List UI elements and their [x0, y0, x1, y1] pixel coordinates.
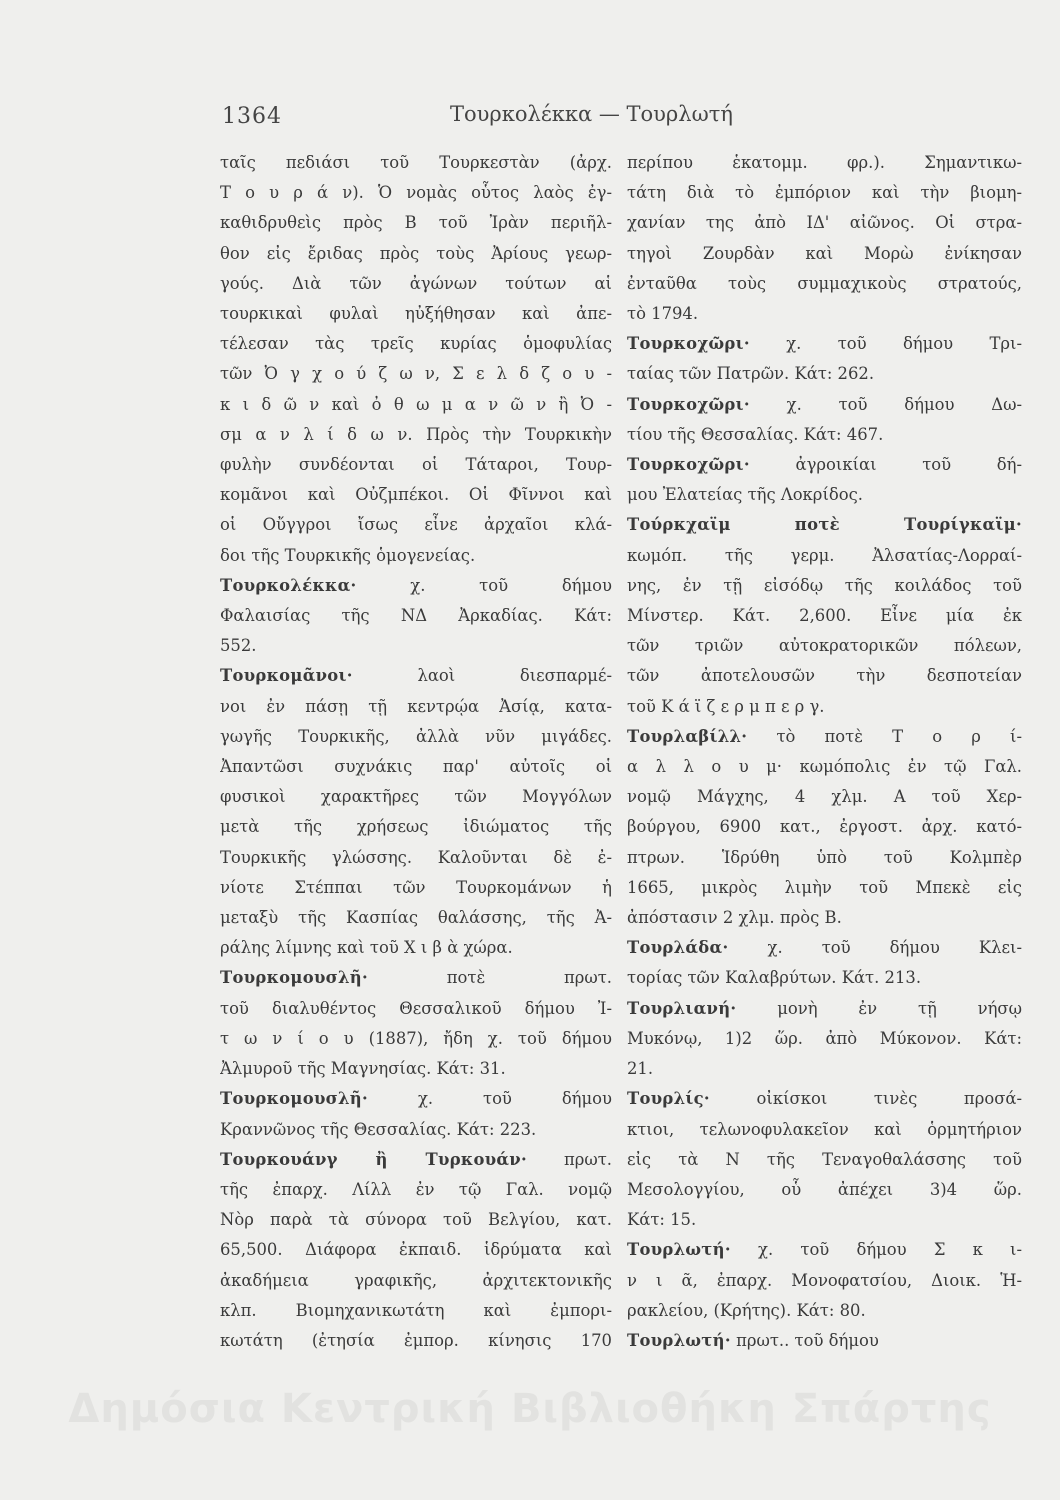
text-line: φυσικοὶ χαρακτῆρες τῶν Μογγόλων: [220, 787, 612, 807]
text-line: Ἀλμυροῦ τῆς Μαγνησίας. Κάτ: 31.: [220, 1059, 506, 1079]
text-line: τάτη διὰ τὸ ἐμπόριον καὶ τὴν βιομη-: [627, 183, 1022, 203]
text-line: τορίας τῶν Καλαβρύτων. Κάτ. 213.: [627, 968, 922, 988]
entry-line: Τουρλωτή· πρωτ.. τοῦ δήμου: [627, 1330, 879, 1350]
headword: Τουρκομᾶνοι·: [220, 666, 353, 686]
left-column: [220, 148, 612, 1356]
headword: Τουρλιανή·: [627, 998, 737, 1018]
entry-line: Τουρκομουσλῆ· ποτὲ πρωτ.: [220, 968, 612, 988]
text-line: τέλεσαν τὰς τρεῖς κυρίας ὁμοφυλίας: [220, 334, 612, 354]
headword: Τουρκομουσλῆ·: [220, 968, 369, 988]
headword: Τουρλάδα·: [627, 938, 729, 958]
entry-line: Τουρκοχῶρι· χ. τοῦ δήμου Τρι-: [627, 334, 1022, 354]
text-line: 21.: [627, 1059, 654, 1079]
text-line: 1665, μικρὸς λιμὴν τοῦ Μπεκὲ εἰς: [627, 877, 1022, 897]
headword: Τουρκοχῶρι·: [627, 455, 750, 475]
entry-line: Τουρκουάνγ ἢ Τυρκουάν· πρωτ.: [220, 1149, 612, 1169]
text-line: α λ λ ο υ μ· κωμόπολις ἐν τῷ Γαλ.: [627, 757, 1022, 777]
entry-line: [627, 510, 1022, 540]
entry-line: Τουρκοχῶρι· ἀγροικίαι τοῦ δή-: [627, 455, 1022, 475]
text-line: τῶν τριῶν αὐτοκρατορικῶν πόλεων,: [627, 636, 1022, 656]
entry-line: Τουρκοχῶρι· χ. τοῦ δήμου Δω-: [627, 394, 1022, 414]
text-line: θον εἰς ἔριδας πρὸς τοὺς Ἀρίους γεωρ-: [220, 243, 612, 263]
text-line: νης, ἐν τῇ εἰσόδῳ τῆς κοιλάδος τοῦ: [627, 575, 1022, 595]
text-line: δοι τῆς Τουρκικῆς ὁμογενείας.: [220, 545, 476, 565]
text-line: τῆς ἐπαρχ. Λίλλ ἐν τῷ Γαλ. νομῷ: [220, 1179, 612, 1199]
text-line: τῶν ἀποτελουσῶν τὴν δεσποτείαν: [627, 666, 1022, 686]
text-line: κλπ. Βιομηχανικωτάτη καὶ ἐμπορι-: [220, 1300, 612, 1320]
text-line: τηγοὶ Ζουρδὰν καὶ Μορὼ ἐνίκησαν: [627, 243, 1022, 263]
library-watermark: Δημόσια Κεντρική Βιβλιοθήκη Σπάρτης: [68, 1386, 992, 1432]
text-line: ταίας τῶν Πατρῶν. Κάτ: 262.: [627, 364, 875, 384]
entry-line: Τουρκολέκκα· χ. τοῦ δήμου: [220, 575, 612, 595]
headword: Τουρκοχῶρι·: [627, 394, 750, 414]
text-line: ταῖς πεδιάσι τοῦ Τουρκεστὰν (ἀρχ.: [220, 153, 612, 172]
entry-line: Τουρλαβίλλ· τὸ ποτὲ Τ ο ρ ί-: [627, 726, 1022, 746]
text-line: 65,500. Διάφορα ἐκπαιδ. ἱδρύματα καὶ: [220, 1240, 612, 1260]
text-line: Νὸρ παρὰ τὰ σύνορα τοῦ Βελγίου, κατ.: [220, 1210, 612, 1230]
text-line: σμ α ν λ ί δ ω ν. Πρὸς τὴν Τουρκικὴν: [220, 424, 612, 444]
text-line: Κάτ: 15.: [627, 1210, 697, 1230]
text-line: τῶν Ὀ γ χ ο ύ ζ ω ν, Σ ε λ δ ζ ο υ -: [220, 364, 612, 384]
text-line: Τ ο υ ρ ά ν). Ὁ νομὰς οὗτος λαὸς ἐγ-: [220, 183, 612, 203]
text-line: χανίαν της ἀπὸ ΙΔ' αἰῶνος. Οἱ στρα-: [627, 213, 1022, 233]
text-line: κωμόπ. τῆς γερμ. Ἀλσατίας-Λορραί-: [627, 545, 1022, 565]
text-line: ράλης λίμνης καὶ τοῦ Χ ι β ὰ χώρα.: [220, 938, 513, 958]
text-line: ἀκαδήμεια γραφικῆς, ἀρχιτεκτονικῆς: [220, 1270, 612, 1290]
text-line: τ ω ν ί ο υ (1887), ἤδη χ. τοῦ δήμου: [220, 1028, 612, 1048]
text-line: κομᾶνοι καὶ Οὐζμπέκοι. Οἱ Φῖννοι καὶ: [220, 485, 612, 505]
running-head: Τουρκολέκκα — Τουρλωτή: [450, 102, 733, 126]
text-line: οἱ Οὔγγροι ἴσως εἶνε ἀρχαῖοι κλά-: [220, 515, 612, 535]
text-line: γωγῆς Τουρκικῆς, ἀλλὰ νῦν μιγάδες.: [220, 726, 612, 746]
text-line: γούς. Διὰ τῶν ἀγώνων τούτων αἱ: [220, 273, 612, 293]
text-line: τουρκικαὶ φυλαὶ ηὐξήθησαν καὶ ἀπε-: [220, 304, 612, 324]
entry-line: Τουρλάδα· χ. τοῦ δήμου Κλει-: [627, 938, 1022, 958]
headword: Τουρλίς·: [627, 1089, 710, 1109]
text-line: νίοτε Στέππαι τῶν Τουρκομάνων ἡ: [220, 877, 612, 897]
text-line: ἐνταῦθα τοὺς συμμαχικοὺς στρατούς,: [627, 273, 1022, 293]
right-column: [627, 148, 1022, 1356]
text-line: φυλὴν συνδέονται οἱ Τάταροι, Τουρ-: [220, 455, 612, 475]
text-line: τοῦ Κ ά ϊ ζ ε ρ μ π ε ρ γ.: [627, 696, 825, 716]
entry-line: Τουρκομουσλῆ· χ. τοῦ δήμου: [220, 1089, 612, 1109]
headword: Τούρκχαϊμ ποτὲ Τουρίγκαϊμ·: [627, 515, 1022, 535]
text-line: περίπου ἑκατομμ. φρ.). Σημαντικω-: [627, 153, 1022, 172]
text-line: πτρων. Ἱδρύθη ὑπὸ τοῦ Κολμπὲρ: [627, 847, 1022, 867]
text-line: νομῷ Μάγχης, 4 χλμ. Α τοῦ Χερ-: [627, 787, 1022, 807]
text-line: καθιδρυθεὶς πρὸς Β τοῦ Ἰρὰν περιῆλ-: [220, 213, 612, 233]
text-line: μετὰ τῆς χρήσεως ἰδιώματος τῆς: [220, 817, 612, 837]
headword: Τουρκοχῶρι·: [627, 334, 750, 354]
page-number: 1364: [222, 104, 282, 129]
text-line: Τουρκικῆς γλώσσης. Καλοῦνται δὲ ἐ-: [220, 847, 612, 867]
text-line: μεταξὺ τῆς Κασπίας θαλάσσης, τῆς Ἀ-: [220, 908, 612, 928]
text-line: Μυκόνῳ, 1)2 ὥρ. ἀπὸ Μύκονον. Κάτ:: [627, 1028, 1022, 1048]
text-line: Φαλαισίας τῆς ΝΔ Ἀρκαδίας. Κάτ:: [220, 606, 612, 626]
text-line: κτιοι, τελωνοφυλακεῖον καὶ ὁρμητήριον: [627, 1119, 1022, 1139]
headword: Τουρλωτή·: [627, 1240, 731, 1260]
text-line: 552.: [220, 636, 257, 656]
text-line: ν ι ᾶ, ἐπαρχ. Μονοφατσίου, Διοικ. Ἡ-: [627, 1270, 1022, 1290]
headword: Τουρκουάνγ ἢ Τυρκουάν·: [220, 1149, 527, 1169]
headword: Τουρλαβίλλ·: [627, 726, 748, 746]
headword: Τουρκολέκκα·: [220, 575, 357, 595]
text-line: Ἀπαντῶσι συχνάκις παρ' αὐτοῖς οἱ: [220, 757, 612, 777]
headword: Τουρκομουσλῆ·: [220, 1089, 369, 1109]
entry-line: Τουρκομᾶνοι· λαοὶ διεσπαρμέ-: [220, 666, 612, 686]
text-line: τοῦ διαλυθέντος Θεσσαλικοῦ δήμου Ἰ-: [220, 998, 612, 1018]
text-line: μου Ἐλατείας τῆς Λοκρίδος.: [627, 485, 863, 505]
entry-line: Τουρλίς· οἰκίσκοι τινὲς προσά-: [627, 1089, 1022, 1109]
text-line: κωτάτη (ἐτησία ἐμπορ. κίνησις 170: [220, 1330, 612, 1350]
text-line: κ ι δ ῶ ν καὶ ὀ θ ω μ α ν ῶ ν ἢ Ὀ -: [220, 394, 612, 414]
text-line: Μίνστερ. Κάτ. 2,600. Εἶνε μία ἐκ: [627, 606, 1022, 626]
text-line: εἰς τὰ Ν τῆς Τεναγοθαλάσσης τοῦ: [627, 1149, 1022, 1169]
text-line: ἀπόστασιν 2 χλμ. πρὸς Β.: [627, 908, 842, 928]
text-line: βούργου, 6900 κατ., ἐργοστ. ἀρχ. κατό-: [627, 817, 1022, 837]
text-line: Μεσολογγίου, οὗ ἀπέχει 3)4 ὥρ.: [627, 1179, 1022, 1199]
text-line: τὸ 1794.: [627, 304, 699, 324]
entry-line: Τουρλωτή· χ. τοῦ δήμου Σ κ ι-: [627, 1240, 1022, 1260]
text-line: Κραννῶνος τῆς Θεσσαλίας. Κάτ: 223.: [220, 1119, 537, 1139]
text-line: ρακλείου, (Κρήτης). Κάτ: 80.: [627, 1300, 866, 1320]
text-line: νοι ἐν πάσῃ τῇ κεντρῴα Ἀσίᾳ, κατα-: [220, 696, 612, 716]
entry-line: Τουρλιανή· μονὴ ἐν τῇ νήσῳ: [627, 998, 1022, 1018]
headword: Τουρλωτή·: [627, 1330, 731, 1350]
text-line: τίου τῆς Θεσσαλίας. Κάτ: 467.: [627, 424, 884, 444]
